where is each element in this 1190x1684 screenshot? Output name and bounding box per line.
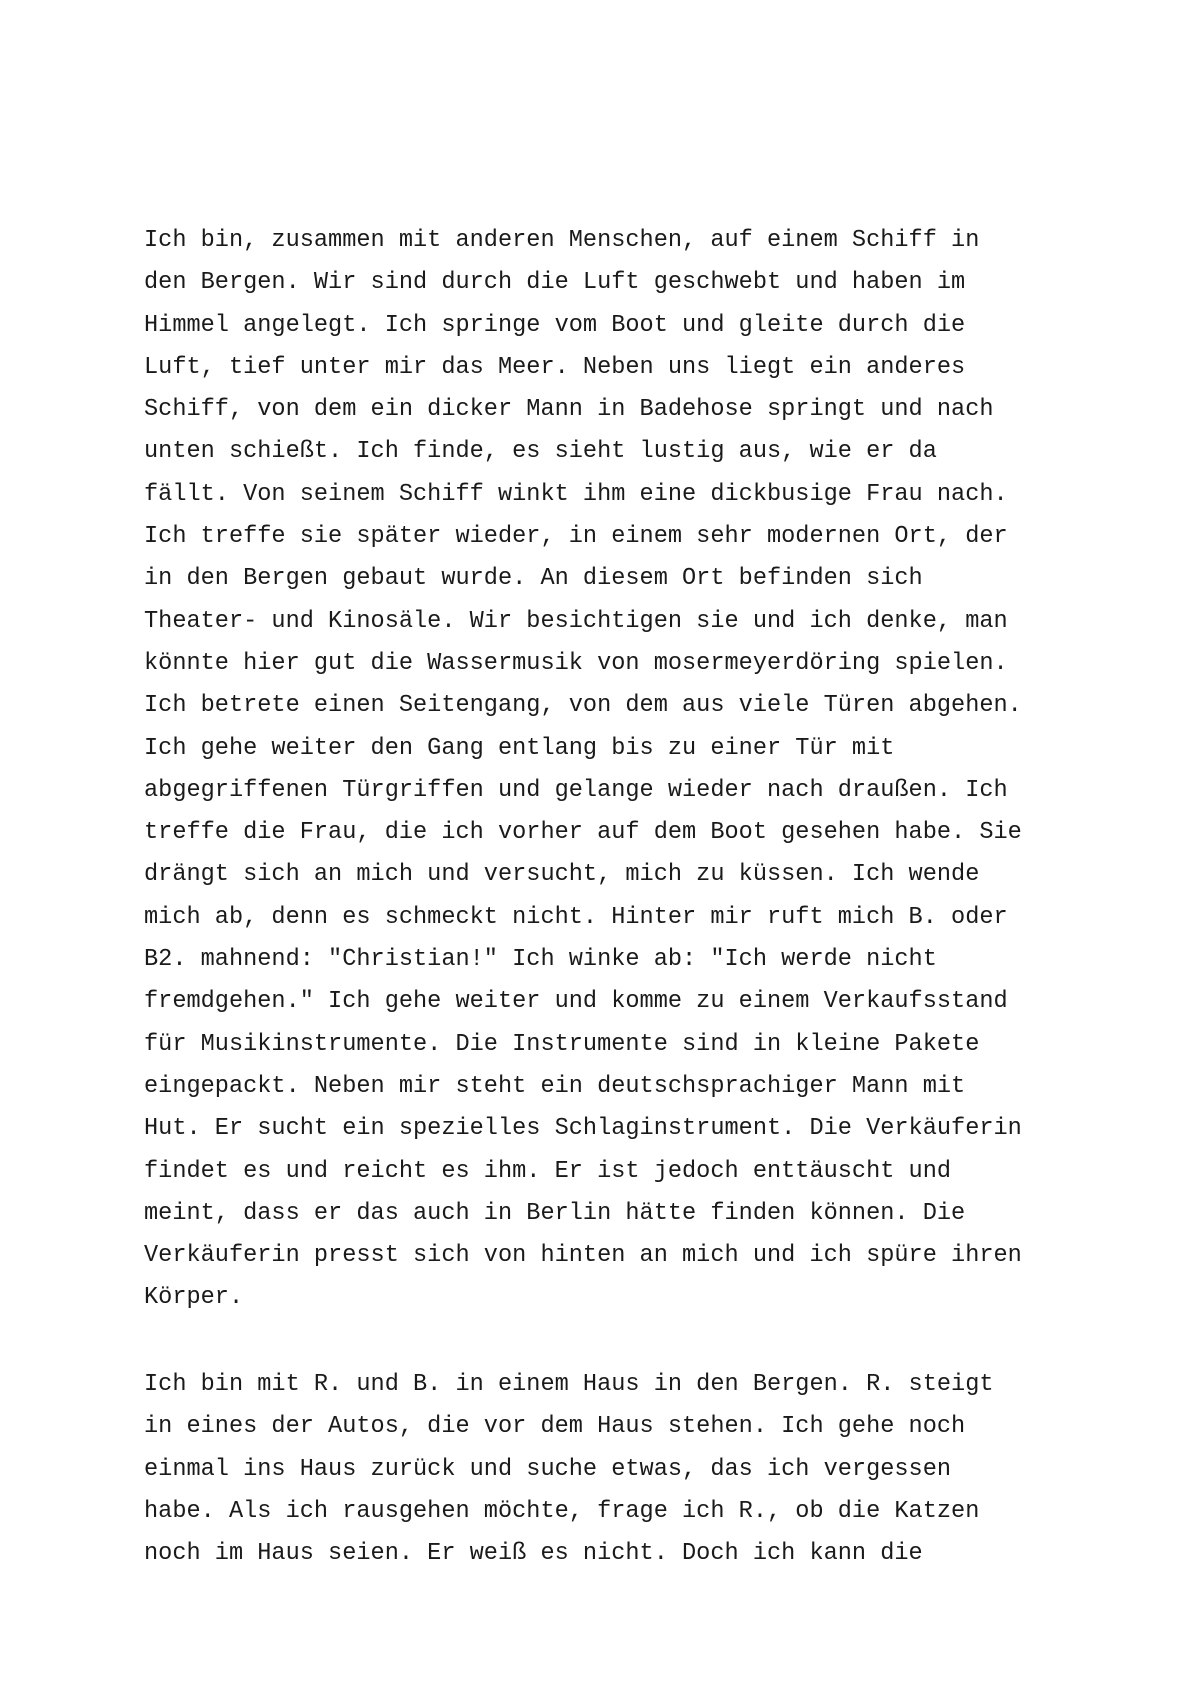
text-line: den Bergen. Wir sind durch die Luft geschwebt und haben im bbox=[144, 269, 966, 297]
text-line: B2. mahnend: "Christian!" Ich winke ab: "Ich werde nicht bbox=[144, 946, 937, 974]
text-line: für Musikinstrumente. Die Instrumente sind in kleine Pakete bbox=[144, 1030, 980, 1058]
text-line: unten schießt. Ich finde, es sieht lustig aus, wie er da bbox=[144, 438, 937, 466]
text-line: treffe die Frau, die ich vorher auf dem Boot gesehen habe. Sie bbox=[144, 819, 1022, 847]
text-line: könnte hier gut die Wassermusik von mosermeyerdöring spielen. bbox=[144, 649, 1008, 677]
text-line: Theater- und Kinosäle. Wir besichtigen sie und ich denke, man bbox=[144, 607, 1008, 635]
paragraph-1 bbox=[144, 220, 1144, 1320]
text-line: einmal ins Haus zurück und suche etwas, das ich vergessen bbox=[144, 1455, 952, 1483]
text-line: drängt sich an mich und versucht, mich zu küssen. Ich wende bbox=[144, 861, 980, 889]
text-line: Hut. Er sucht ein spezielles Schlaginstrument. Die Verkäuferin bbox=[144, 1115, 1022, 1143]
text-line: mich ab, denn es schmeckt nicht. Hinter mir ruft mich B. oder bbox=[144, 903, 1008, 931]
text-line: Ich betrete einen Seitengang, von dem aus viele Türen abgehen. bbox=[144, 692, 1022, 720]
text-line: findet es und reicht es ihm. Er ist jedoch enttäuscht und bbox=[144, 1157, 952, 1185]
text-line: Ich treffe sie später wieder, in einem sehr modernen Ort, der bbox=[144, 523, 1008, 551]
text-line: Ich bin, zusammen mit anderen Menschen, auf einem Schiff in bbox=[144, 227, 980, 254]
text-line: Schiff, von dem ein dicker Mann in Badehose springt und nach bbox=[144, 396, 994, 424]
text-line: habe. Als ich rausgehen möchte, frage ich R., ob die Katzen bbox=[144, 1497, 980, 1525]
text-line: in eines der Autos, die vor dem Haus stehen. Ich gehe noch bbox=[144, 1413, 966, 1441]
text-line: Himmel angelegt. Ich springe vom Boot und gleite durch die bbox=[144, 311, 966, 339]
text-line: Ich bin mit R. und B. in einem Haus in den Bergen. R. steigt bbox=[144, 1371, 994, 1398]
text-line: in den Bergen gebaut wurde. An diesem Ort befinden sich bbox=[144, 565, 923, 593]
text-line: meint, dass er das auch in Berlin hätte finden können. Die bbox=[144, 1199, 966, 1227]
text-line: Ich gehe weiter den Gang entlang bis zu einer Tür mit bbox=[144, 734, 895, 762]
text-line: Luft, tief unter mir das Meer. Neben uns liegt ein anderes bbox=[144, 353, 966, 381]
text-line: abgegriffenen Türgriffen und gelange wieder nach draußen. Ich bbox=[144, 776, 1008, 804]
text-line: Körper. bbox=[144, 1284, 244, 1312]
text-line: noch im Haus seien. Er weiß es nicht. Doch ich kann die bbox=[144, 1540, 923, 1568]
text-line: eingepackt. Neben mir steht ein deutschsprachiger Mann mit bbox=[144, 1072, 966, 1100]
text-line: fällt. Von seinem Schiff winkt ihm eine dickbusige Frau nach. bbox=[144, 480, 1008, 508]
paragraph-2 bbox=[144, 1364, 1144, 1575]
text-line: Verkäuferin presst sich von hinten an mich und ich spüre ihren bbox=[144, 1242, 1022, 1270]
text-line: fremdgehen." Ich gehe weiter und komme zu einem Verkaufsstand bbox=[144, 988, 1008, 1016]
